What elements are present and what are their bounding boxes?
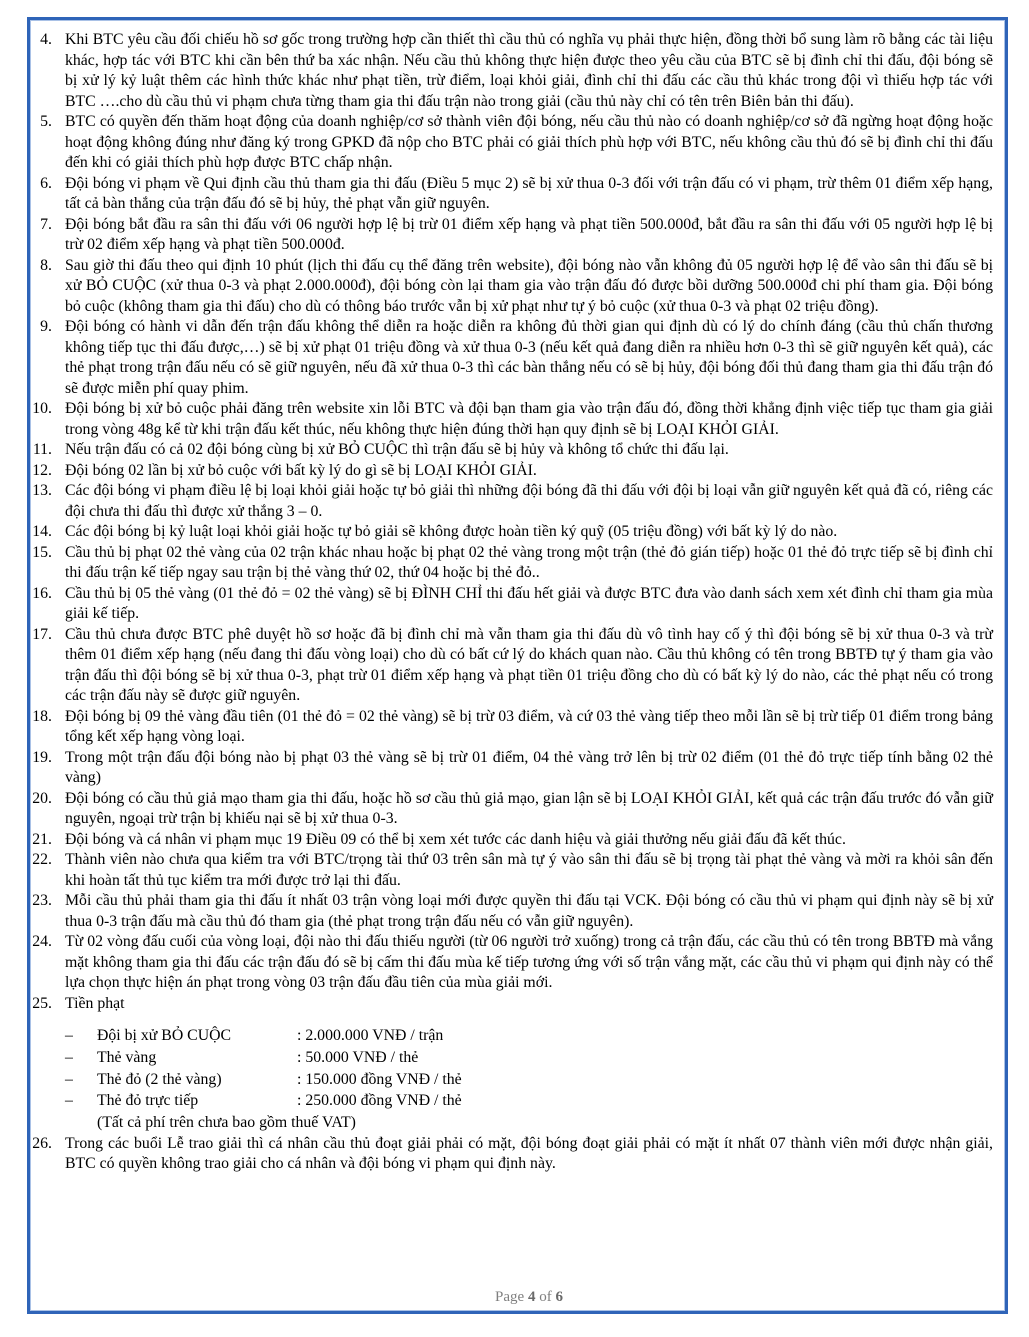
of-label: of — [539, 1289, 552, 1305]
fine-amount: : 150.000 đồng VNĐ / thẻ — [297, 1070, 462, 1088]
current-page-number: 4 — [527, 1289, 536, 1305]
rule-number: 26. — [32, 1134, 52, 1152]
rule-text: Cầu thủ bị 05 thẻ vàng (01 thẻ đỏ = 02 thẻ vàng) sẽ bị ĐÌNH CHỈ thi đấu hết giải và được BTC đưa vào danh sách xem xét đình chỉ tham gia mùa giải kế tiếp. — [65, 584, 993, 622]
rule-item-7 — [26, 215, 993, 256]
rule-item-8 — [26, 256, 993, 318]
rule-item-22 — [26, 850, 993, 891]
rule-item-4 — [26, 30, 993, 112]
rule-number: 15. — [32, 543, 52, 561]
rule-item-14 — [26, 522, 993, 543]
fine-row-forfeit — [65, 1025, 993, 1047]
fine-label: Đội bị xử BỎ CUỘC — [97, 1027, 232, 1044]
rule-text: Các đội bóng vi phạm điều lệ bị loại khỏi giải hoặc tự bỏ giải thì những đội bóng đã thi đấu với đội bị loại vẫn giữ nguyên kết quả đã có, riêng các đội chưa thi đấu thì được xử thắng 3 – 0. — [65, 482, 993, 520]
fine-amount: : 250.000 đồng VNĐ / thẻ — [297, 1092, 462, 1110]
rule-text: Khi BTC yêu cầu đối chiếu hồ sơ gốc trong trường hợp cần thiết thì cầu thủ có nghĩa vụ phải thực hiện, đồng thời bổ sung làm rõ bằng các tài liệu khác, hợp tác với BTC khi cần bên thứ ba xác nhận. Nếu cầu thủ không thực hiện được theo yêu cầu của BTC sẽ bị đình chỉ thi đấu, đội bóng sẽ bị xử lý kỷ luật thêm các hình thức khác như phạt tiền, trừ điểm, loại khỏi giải, đình chỉ thi đấu các cầu thủ khác trong đội vì thiếu hợp tác với BTC ….cho dù cầu thủ vi phạm chưa từng tham gia thi đấu trận nào trong giải (cầu thủ này chỉ có tên trên Biên bản thi đấu). — [65, 31, 993, 110]
rule-text: Đội bóng có hành vi dẫn đến trận đấu không thể diễn ra hoặc diễn ra không đủ thời gian qui định dù có lý do chính đáng (cầu thủ chấn thương không tiếp tục thi đấu được,…) sẽ bị xử phạt 01 triệu đồng và xử thua 0-3 (nếu kết quả đang diễn ra nhiều hơn 0-3 thì sẽ giữ nguyên kết quả), các thẻ phạt trong trận đấu nếu có sẽ giữ nguyên, nếu đã xử thua 0-3 thì các bàn thắng nếu có sẽ bị hủy, đội bóng đối thủ đang tham gia thi đấu trận đó sẽ được miễn phí quay phim. — [65, 318, 993, 397]
fine-amount: : 50.000 VNĐ / thẻ — [297, 1048, 419, 1066]
fines-vat-note: (Tất cả phí trên chưa bao gồm thuế VAT) — [97, 1114, 356, 1131]
fine-bullet: – — [65, 1027, 73, 1044]
fine-label: Thẻ đỏ trực tiếp — [97, 1092, 199, 1110]
fine-row-yellow-card — [65, 1047, 993, 1069]
fine-bullet: – — [65, 1048, 73, 1066]
fine-label: Thẻ đỏ (2 thẻ vàng) — [97, 1070, 222, 1088]
fines-list — [65, 1025, 993, 1134]
rule-text: Từ 02 vòng đấu cuối của vòng loại, đội nào thi đấu thiếu người (từ 06 người trở xuống) trong cả trận đấu, các cầu thủ có tên trong BBTĐ mà vắng mặt không tham gia thi đấu các trận đấu đó sẽ bị cấm thi đấu mùa kế tiếp tương ứng với số trận vắng mặt, các cầu thủ vi phạm qui định này có thể lựa chọn thực hiện án phạt trong vòng 03 trận đấu đầu tiên của mùa giải mới. — [65, 933, 993, 991]
rule-number: 24. — [32, 933, 52, 950]
rule-item-25 — [26, 994, 993, 1015]
rule-number: 23. — [32, 892, 52, 909]
rule-text: Thành viên nào chưa qua kiểm tra với BTC/trọng tài thứ 03 trên sân mà tự ý vào sân thi đấu sẽ bị trọng tài phạt thẻ vàng và mời ra khỏi sân đến khi hoàn tất thủ tục kiểm tra mới được trở lại thi đấu. — [65, 851, 993, 889]
rule-number: 13. — [32, 482, 52, 499]
rule-number: 10. — [32, 400, 52, 417]
rule-number: 7. — [40, 215, 52, 233]
rule-item-26 — [26, 1134, 993, 1175]
rule-item-12 — [26, 461, 993, 482]
rule-text: BTC có quyền đến thăm hoạt động của doanh nghiệp/cơ sở thành viên đội bóng, nếu cầu thủ nào có doanh nghiệp/cơ sở đã ngừng hoạt động hoặc hoạt động không đúng như đăng ký trong GPKD đã nộp cho BTC phải có giải thích phù hợp với BTC, nếu không cầu thủ đó sẽ bị đình chỉ thi đấu đến khi có giải thích phù hợp được BTC chấp nhận. — [65, 113, 993, 171]
rule-number: 17. — [32, 625, 52, 643]
rule-number: 5. — [40, 113, 52, 130]
fines-heading: Tiền phạt — [65, 994, 125, 1012]
rule-text: Sau giờ thi đấu theo qui định 10 phút (lịch thi đấu cụ thể đăng trên website), đội bóng nào vẫn không đủ 05 người hợp lệ để vào sân thi đấu sẽ bị xử BỎ CUỘC (xử thua 0-3 và phạt 2.000.000đ), đội bóng còn lại tham gia vào trận đấu đó được bồi dưỡng 500.000đ chi phí tham gia. Đội bóng bỏ cuộc (không tham gia thi đấu) cho dù có thông báo trước vẫn bị xử phạt như tự ý bỏ cuộc (xử thua 0-3 và phạt 02 triệu đồng). — [65, 256, 993, 315]
rule-item-16 — [26, 584, 993, 625]
rule-item-18 — [26, 707, 993, 748]
rules-list — [26, 30, 993, 1175]
rule-number: 21. — [32, 830, 52, 848]
rule-number: 4. — [40, 31, 52, 48]
rule-number: 18. — [32, 707, 52, 725]
rule-number: 14. — [32, 523, 52, 540]
rule-number: 22. — [32, 851, 52, 868]
fine-row-direct-red-card — [65, 1090, 993, 1112]
page-label: Page — [495, 1289, 525, 1305]
rule-text: Đội bóng bị xử bỏ cuộc phải đăng trên website xin lỗi BTC và đội bạn tham gia vào trận đấu đó, đồng thời khẳng định việc tiếp tục tham gia giải trong vòng 48g kể từ khi trận đấu kết thúc, nếu không thực hiện đúng thời hạn quy định sẽ bị LOẠI KHỎI GIẢI. — [65, 400, 993, 438]
rule-text: Mỗi cầu thủ phải tham gia thi đấu ít nhất 03 trận vòng loại mới được quyền thi đấu tại VCK. Đội bóng có cầu thủ vi phạm qui định này sẽ bị xử thua 0-3 trận đấu mà cầu thủ đó tham gia (thẻ phạt trong trận đấu nếu có vẫn giữ nguyên). — [65, 892, 993, 930]
rule-number: 16. — [32, 584, 52, 602]
rule-item-17 — [26, 625, 993, 707]
rule-number: 19. — [32, 748, 52, 766]
rule-item-13 — [26, 481, 993, 522]
rule-text: Đội bóng có cầu thủ giả mạo tham gia thi đấu, hoặc hồ sơ cầu thủ giả mạo, gian lận sẽ bị LOẠI KHỎI GIẢI, kết quả các trận đấu trước đó vẫn giữ nguyên, ngoại trừ trận bị khiếu nại sẽ bị xử thua 0-3. — [65, 789, 993, 827]
fine-label: Thẻ vàng — [97, 1048, 157, 1066]
rule-text: Trong các buổi Lễ trao giải thì cá nhân cầu thủ đoạt giải phải có mặt, đội bóng đoạt giải phải có mặt ít nhất 07 thành viên mới được nhận giải, BTC có quyền không trao giải cho cá nhân và đội bóng vi phạm qui định này. — [65, 1134, 993, 1173]
rule-number: 25. — [32, 994, 52, 1012]
rule-item-5 — [26, 112, 993, 174]
rule-number: 20. — [32, 789, 52, 807]
rule-number: 11. — [32, 441, 52, 458]
rule-text: Đội bóng vi phạm về Qui định cầu thủ tham gia thi đấu (Điều 5 mục 2) sẽ bị xử thua 0-3 đối với trận đấu có vi phạm, trừ thêm 01 điểm xếp hạng, tất cả bàn thắng của trận đấu đó sẽ bị hủy, thẻ phạt vẫn giữ nguyên. — [65, 174, 993, 212]
rule-text: Đội bóng và cá nhân vi phạm mục 19 Điều 09 có thể bị xem xét tước các danh hiệu và giải thưởng nếu giải đấu đã kết thúc. — [65, 830, 846, 848]
rule-item-19 — [26, 748, 993, 789]
page-footer — [65, 1287, 993, 1307]
rule-number: 9. — [40, 318, 52, 335]
rule-text: Đội bóng bắt đầu ra sân thi đấu với 06 người hợp lệ bị trừ 01 điểm xếp hạng và phạt tiền 500.000đ, bắt đầu ra sân thi đấu với 05 người hợp lệ bị trừ 02 điểm xếp hạng và phạt tiền 500.000đ. — [65, 215, 993, 253]
fine-bullet: – — [65, 1092, 73, 1110]
rule-item-21 — [26, 830, 993, 851]
rule-number: 8. — [40, 256, 52, 274]
fine-bullet: – — [65, 1070, 73, 1088]
rule-text: Các đội bóng bị kỷ luật loại khỏi giải hoặc tự bỏ giải sẽ không được hoàn tiền ký quỹ (05 triệu đồng) với bất kỳ lý do nào. — [65, 523, 838, 540]
rule-number: 12. — [32, 461, 52, 479]
rule-item-15 — [26, 543, 993, 584]
rule-item-23 — [26, 891, 993, 932]
rule-item-10 — [26, 399, 993, 440]
rule-text: Cầu thủ bị phạt 02 thẻ vàng của 02 trận khác nhau hoặc bị phạt 02 thẻ vàng trong một trận (thẻ đỏ gián tiếp) hoặc 01 thẻ đỏ trực tiếp sẽ bị đình chỉ thi đấu trận kế tiếp ngay sau trận bị thẻ vàng thứ 02, thứ 04 hoặc bị thẻ đỏ.. — [65, 543, 993, 581]
rule-item-11 — [26, 440, 993, 461]
rule-item-6 — [26, 174, 993, 215]
rule-text: Đội bóng 02 lần bị xử bỏ cuộc với bất kỳ lý do gì sẽ bị LOẠI KHỎI GIẢI. — [65, 461, 537, 479]
rule-text: Cầu thủ chưa được BTC phê duyệt hồ sơ hoặc đã bị đình chỉ mà vẫn tham gia thi đấu dù vô tình hay cố ý thì đội bóng sẽ bị xử thua 0-3 và trừ thêm 01 điểm xếp hạng (nếu đang thi đấu vòng loại) cho dù có bất cứ lý do khách quan nào. Cầu thủ không có tên trong BBTĐ tự ý tham gia vào trận đấu thì đội bóng sẽ bị xử thua 0-3, phạt trừ 01 điểm xếp hạng và phạt tiền 01 triệu đồng cho dù có bất kỳ lý do nào, các thẻ phạt nếu có trong các trận đấu này sẽ được giữ nguyên. — [65, 625, 993, 704]
fine-row-red-card-two-yellows — [65, 1069, 993, 1091]
rule-item-9 — [26, 317, 993, 399]
rule-text: Nếu trận đấu có cả 02 đội bóng cùng bị xử BỎ CUỘC thì trận đấu sẽ bị hủy và không tổ chức thi đấu lại. — [65, 441, 729, 458]
rule-item-20 — [26, 789, 993, 830]
rule-text: Đội bóng bị 09 thẻ vàng đầu tiên (01 thẻ đỏ = 02 thẻ vàng) sẽ bị trừ 03 điểm, và cứ 03 thẻ vàng tiếp theo mỗi lần sẽ bị trừ tiếp 01 điểm trong bảng tổng kết xếp hạng vòng loại. — [65, 707, 993, 745]
rule-item-24 — [26, 932, 993, 994]
total-pages-number: 6 — [555, 1289, 563, 1305]
rule-number: 6. — [40, 174, 52, 192]
rule-text: Trong một trận đấu đội bóng nào bị phạt 03 thẻ vàng sẽ bị trừ 01 điểm, 04 thẻ vàng trở lên bị trừ 02 điểm (01 thẻ đỏ trực tiếp tính bằng 02 thẻ vàng) — [65, 748, 993, 786]
fine-amount: : 2.000.000 VNĐ / trận — [297, 1027, 444, 1044]
